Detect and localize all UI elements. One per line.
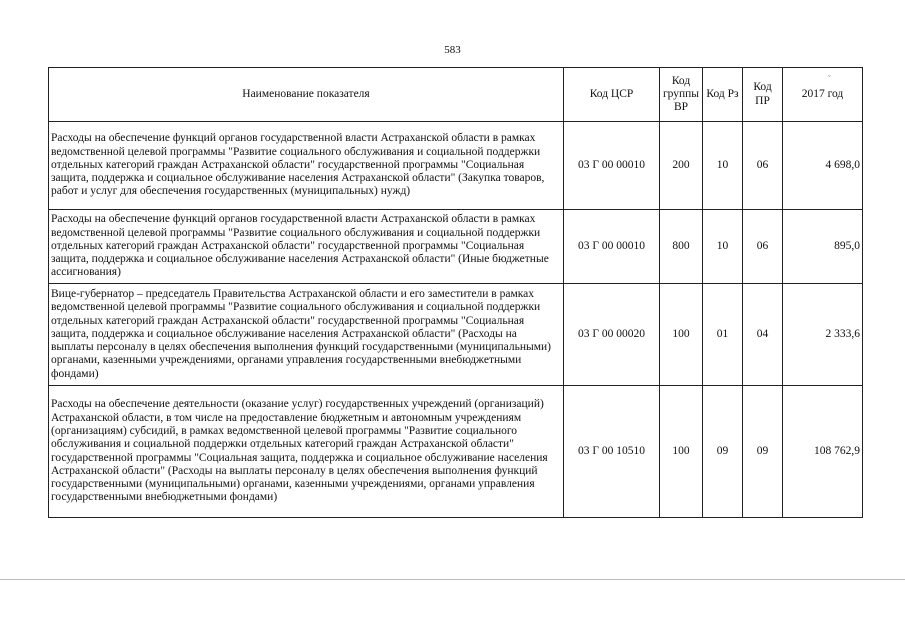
header-year: 2017 год xyxy=(783,68,863,122)
page-number: 583 xyxy=(444,44,461,56)
row-pr: 04 xyxy=(743,284,783,386)
header-csr: Код ЦСР xyxy=(564,68,660,122)
row-csr: 03 Г 00 00020 xyxy=(564,284,660,386)
row-csr: 03 Г 00 10510 xyxy=(564,386,660,518)
row-name: Расходы на обеспечение функций органов государственной власти Астраханской области в рамках ведомственной целевой программы "Развитие социального обслуживания и социальной поддержки отдельных категорий граждан Астраханской области" государственной программы "Социальная защита, поддержка и социальное обслуживание населения Астраханской области" (Закупка товаров, работ и услуг для обеспечения государственных (муниципальных) нужд) xyxy=(49,122,564,210)
row-name: Расходы на обеспечение деятельности (оказание услуг) государственных учреждений (организаций) Астраханской области, в том числе на предоставление бюджетным и автономным учреждениям (организациям) субсидий, в рамках ведомственной целевой программы "Развитие социального обслуживания и социальной поддержки отдельных категорий граждан Астраханской области" государственной программы "Социальная защита, поддержка и социальное обслуживание населения Астраханской области" (Расходы на выплаты персоналу в целях обеспечения выполнения функций государственными (муниципальными) органами, казенными учреждениями, органами управления государственными внебюджетными фондами) xyxy=(49,386,564,518)
row-name: Вице-губернатор – председатель Правительства Астраханской области и его заместители в рамках ведомственной целевой программы "Развитие социального обслуживания и социальной поддержки отдельных категорий граждан Астраханской области" государственной программы "Социальная защита, поддержка и социальное обслуживание населения Астраханской области" (Расходы на выплаты персоналу в целях обеспечения выполнения функций государственными (муниципальными) органами, казенными учреждениями, органами управления государственными внебюджетными фондами) xyxy=(49,284,564,386)
row-vr: 100 xyxy=(660,284,703,386)
row-rz: 09 xyxy=(703,386,743,518)
header-rz: Код Рз xyxy=(703,68,743,122)
row-pr: 06 xyxy=(743,122,783,210)
scan-speck: ˇ xyxy=(828,74,831,83)
table-header-row xyxy=(49,68,863,122)
row-amount: 108 762,9 xyxy=(783,386,863,518)
table-row xyxy=(49,386,863,518)
row-vr: 800 xyxy=(660,210,703,284)
table-row xyxy=(49,122,863,210)
scan-footer-line xyxy=(0,579,905,580)
budget-table xyxy=(48,67,863,518)
row-amount: 2 333,6 xyxy=(783,284,863,386)
row-csr: 03 Г 00 00010 xyxy=(564,122,660,210)
row-rz: 10 xyxy=(703,122,743,210)
header-name: Наименование показателя xyxy=(49,68,564,122)
row-rz: 10 xyxy=(703,210,743,284)
row-csr: 03 Г 00 00010 xyxy=(564,210,660,284)
row-vr: 100 xyxy=(660,386,703,518)
row-rz: 01 xyxy=(703,284,743,386)
row-pr: 06 xyxy=(743,210,783,284)
row-amount: 895,0 xyxy=(783,210,863,284)
header-vr: Код группы ВР xyxy=(660,68,703,122)
table-row xyxy=(49,210,863,284)
row-pr: 09 xyxy=(743,386,783,518)
row-vr: 200 xyxy=(660,122,703,210)
row-name: Расходы на обеспечение функций органов государственной власти Астраханской области в рамках ведомственной целевой программы "Развитие социального обслуживания и социальной поддержки отдельных категорий граждан Астраханской области" государственной программы "Социальная защита, поддержка и социальное обслуживание населения Астраханской области" (Иные бюджетные ассигнования) xyxy=(49,210,564,284)
row-amount: 4 698,0 xyxy=(783,122,863,210)
table-row xyxy=(49,284,863,386)
header-pr: Код ПР xyxy=(743,68,783,122)
